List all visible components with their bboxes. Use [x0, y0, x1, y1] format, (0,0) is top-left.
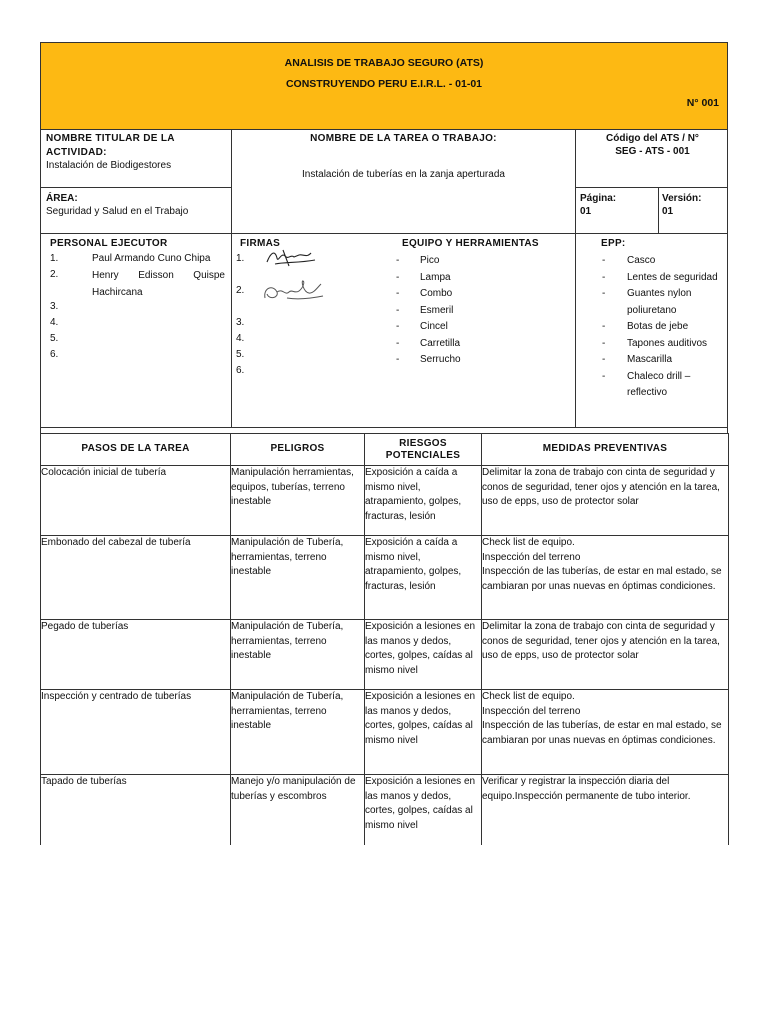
signature-1-image	[263, 246, 323, 270]
cell-medida: Verificar y registrar la inspección diaria del equipo.Inspección permanente de tubo interior.	[482, 775, 729, 845]
titular-label: NOMBRE TITULAR DE LA ACTIVIDAD:	[46, 133, 175, 158]
cell-peligro: Manipulación de Tubería, herramientas, terreno inestable	[231, 536, 365, 620]
version-value: 01	[662, 206, 674, 217]
equipo-item: - Cincel	[396, 321, 448, 332]
cell-paso: Inspección y centrado de tuberías	[41, 690, 231, 775]
firmas-label: FIRMAS	[240, 238, 281, 249]
table-row	[41, 536, 729, 620]
version-label: Versión:	[662, 193, 702, 204]
document-number: N° 001	[686, 97, 719, 109]
personal-name: Paul Armando Cuno Chipa	[92, 253, 211, 264]
epp-item: - Guantes nylon poliuretano	[602, 288, 692, 316]
cell-paso: Embonado del cabezal de tubería	[41, 536, 231, 620]
personal-num: 4.	[50, 317, 59, 328]
cell-medida: Delimitar la zona de trabajo con cinta de seguridad y conos de seguridad, tener ojos y atención en la tarea, uso de epps, uso de protector solar	[482, 466, 729, 536]
document-title: ANALISIS DE TRABAJO SEGURO (ATS)	[284, 57, 484, 69]
equipo-item: - Serrucho	[396, 354, 461, 365]
equipo-item: - Lampa	[396, 271, 451, 283]
epp-item: - Botas de jebe	[602, 321, 689, 332]
table-row	[41, 690, 729, 775]
header-pasos: PASOS DE LA TAREA	[41, 434, 231, 466]
table-row	[41, 466, 729, 536]
cell-paso: Tapado de tuberías	[41, 775, 231, 845]
area-value: Seguridad y Salud en el Trabajo	[46, 206, 189, 217]
personal-num: 1.	[50, 253, 59, 264]
info-section	[40, 130, 728, 234]
personal-label: PERSONAL EJECUTOR	[50, 238, 168, 249]
cell-paso: Pegado de tuberías	[41, 620, 231, 690]
epp-item: - Chaleco drill – reflectivo	[602, 370, 691, 398]
cell-paso: Colocación inicial de tubería	[41, 466, 231, 536]
codigo-label: Código del ATS / N°	[606, 133, 699, 144]
area-label: ÁREA:	[46, 193, 78, 204]
equipo-list	[396, 253, 566, 369]
firma-num: 6.	[236, 365, 245, 376]
cell-peligro: Manipulación de Tubería, herramientas, terreno inestable	[231, 620, 365, 690]
cell-riesgo: Exposición a caída a mismo nivel, atrapamiento, golpes, fracturas, lesión	[365, 466, 482, 536]
cell-medida: Check list de equipo. Inspección del terreno Inspección de las tuberías, de estar en mal estado, se cambiaran por unas nuevas en óptimas condiciones.	[482, 536, 729, 620]
tarea-value: Instalación de tuberías en la zanja aperturada	[302, 169, 505, 180]
personal-num: 5.	[50, 333, 59, 344]
cell-riesgo: Exposición a lesiones en las manos y dedos, cortes, golpes, caídas al mismo nivel	[365, 620, 482, 690]
firma-num: 3.	[236, 317, 245, 328]
personal-num: 3.	[50, 301, 59, 312]
cell-riesgo: Exposición a lesiones en las manos y dedos, cortes, golpes, caídas al mismo nivel	[365, 690, 482, 775]
pagina-label: Página:	[580, 193, 617, 204]
epp-label: EPP:	[601, 238, 626, 249]
epp-item: - Casco	[602, 255, 656, 266]
cell-medida: Check list de equipo. Inspección del terreno Inspección de las tuberías, de estar en mal estado, se cambiaran por unas nuevas en óptimas condiciones.	[482, 690, 729, 775]
equipo-label: EQUIPO Y HERRAMIENTAS	[402, 238, 539, 249]
tarea-label: NOMBRE DE LA TAREA O TRABAJO:	[310, 133, 497, 144]
equipo-item: - Carretilla	[396, 337, 461, 349]
epp-list	[602, 253, 727, 402]
company-name: CONSTRUYENDO PERU E.I.R.L. - 01-01	[285, 78, 483, 90]
signature-2-image	[259, 278, 329, 306]
titular-value: Instalación de Biodigestores	[46, 160, 172, 171]
header-medidas: MEDIDAS PREVENTIVAS	[482, 434, 729, 466]
document-header	[40, 42, 728, 130]
epp-item: - Tapones auditivos	[602, 337, 708, 349]
ats-document	[40, 42, 728, 845]
steps-table	[40, 433, 729, 845]
firma-num: 2.	[236, 285, 245, 296]
firma-num: 4.	[236, 333, 245, 344]
personal-num: 2.	[50, 269, 59, 280]
resources-section	[40, 234, 728, 428]
personal-num: 6.	[50, 349, 59, 360]
personal-name: Henry Edisson Quispe Hachircana	[92, 270, 225, 298]
table-row	[41, 775, 729, 845]
header-riesgos: RIESGOS POTENCIALES	[365, 434, 482, 466]
equipo-item: - Pico	[396, 255, 440, 266]
cell-peligro: Manejo y/o manipulación de tuberías y escombros	[231, 775, 365, 845]
cell-medida: Delimitar la zona de trabajo con cinta de seguridad y conos de seguridad, tener ojos y atención en la tarea, uso de epps, uso de protector solar	[482, 620, 729, 690]
cell-riesgo: Exposición a caída a mismo nivel, atrapamiento, golpes, fracturas, lesión	[365, 536, 482, 620]
firma-num: 5.	[236, 349, 245, 360]
table-row	[41, 620, 729, 690]
cell-peligro: Manipulación herramientas, equipos, tuberías, terreno inestable	[231, 466, 365, 536]
steps-header-row	[41, 434, 729, 466]
cell-riesgo: Exposición a lesiones en las manos y dedos, cortes, golpes, caídas al mismo nivel	[365, 775, 482, 845]
equipo-item: - Combo	[396, 288, 453, 299]
firma-num: 1.	[236, 253, 245, 264]
header-peligros: PELIGROS	[231, 434, 365, 466]
epp-item: - Lentes de seguridad	[602, 271, 718, 283]
epp-item: - Mascarilla	[602, 354, 673, 365]
codigo-value: SEG - ATS - 001	[615, 146, 690, 157]
pagina-value: 01	[580, 206, 592, 217]
cell-peligro: Manipulación de Tubería, herramientas, terreno inestable	[231, 690, 365, 775]
equipo-item: - Esmeril	[396, 304, 454, 316]
